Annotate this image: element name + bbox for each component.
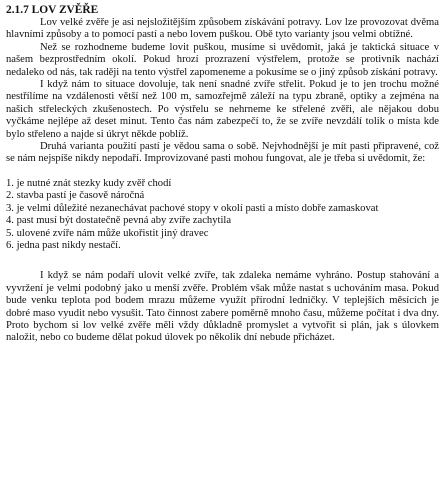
document-page: [6, 4, 439, 345]
trap-requirements-list: [6, 178, 439, 252]
list-item: 6. jedna past nikdy nestačí.: [6, 239, 121, 251]
list-item: 2. stavba pastí je časově náročná: [6, 190, 145, 202]
section-heading: 2.1.7 LOV ZVĚŘE: [6, 4, 99, 16]
paragraph-closing: I když se nám podaří ulovit velké zvíře, tak zdaleka nemáme vyhráno. Postup stahování a vyvržení je velmi podobný jako u menší zvěře. Problém však může nastat s uchováním masa. Pokud bude venku teplota pod bodem mrazu můžeme využít přírodní ledničky. V teplejších měsících je dobré maso vyudit nebo vysušit. Tato činnost zabere poměrně mnoho času, můžeme počítat i dva dny. Proto bychom si lov velké zvěře měli vždy důkladně promyslet a vytvořit si plán, jak s úlovkem naložit, nebo co budeme dělat pokud úlovek po několik dní nebude přicházet.: [6, 270, 439, 344]
paragraph-tactical: Než se rozhodneme budeme lovit puškou, musíme si uvědomit, jaká je taktická situace v našem bezprostředním okolí. Pokud hrozí prozrazení výstřelem, protože se protivník nachází nedaleko od nás, tak raději na tento výstřel zapomeneme a pokusíme se o jiný způsob získání potravy.: [6, 41, 439, 78]
list-item: 4. past musí být dostatečně pevná aby zvíře zachytila: [6, 215, 232, 227]
paragraph-intro: Lov velké zvěře je asi nejsložitějším způsobem získávání potravy. Lov lze provozovat dvěma hlavními způsoby a to pomocí pastí a nebo lovem puškou. Obě tyto varianty jsou velmi obtížné.: [6, 17, 439, 41]
paragraph-traps: Druhá varianta použití pastí je vědou sama o sobě. Nejvhodnější je mít pasti připravené, což se nám nejspíše nikdy nepodaří. Improvizované pasti mohou fungovat, ale je třeba si uvědomit, že:: [6, 141, 439, 165]
spacer: [6, 252, 439, 264]
spacer: [6, 166, 439, 178]
list-item: 1. je nutné znát stezky kudy zvěř chodí: [6, 177, 172, 189]
list-item: 3. je velmi důležité nezanechávat pachové stopy v okolí pasti a místo dobře zamaskovat: [6, 202, 379, 214]
list-item: 5. ulovené zvíře nám může ukořistit jiný dravec: [6, 227, 209, 239]
paragraph-shooting: I když nám to situace dovoluje, tak není snadné zvíře střelit. Pokud je to jen trochu možné nestřílíme na vzdálenosti větší než 100 m, samozřejmě záleží na typu zbraně, optiky a zejména na našich střeleckých zkušenostech. Po výstřelu se nehrneme ke střelené zvěři, ale nějakou dobu vyčkáme nejlépe až deset minut. Tento čas nám zabezpečí to, že se zvíře nevzdálí tolik o místa kde bylo střeleno a najde si úkryt někde poblíž.: [6, 79, 439, 140]
